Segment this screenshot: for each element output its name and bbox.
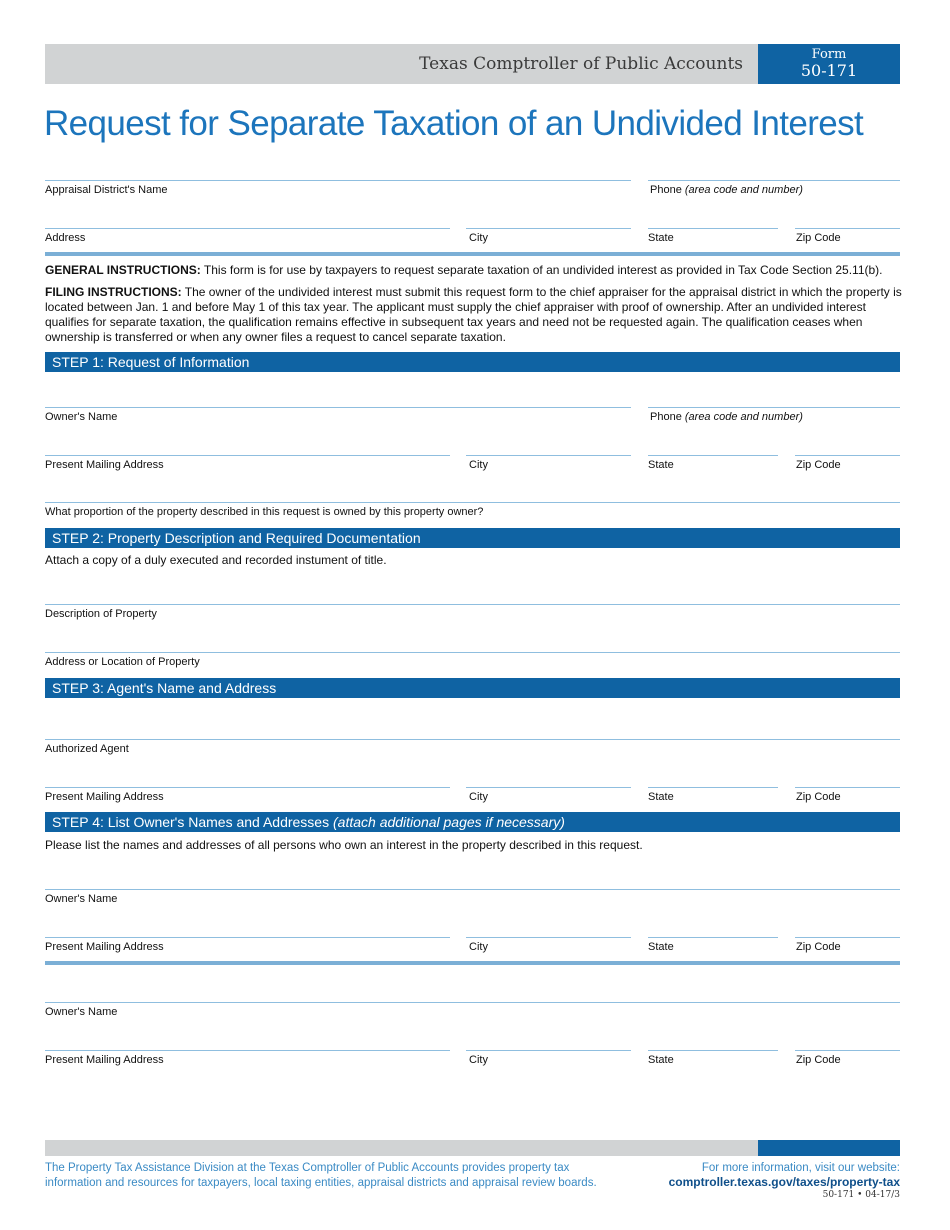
step2-intro: Attach a copy of a duly executed and recorded instument of title.	[45, 553, 387, 567]
owner2-state-input[interactable]	[648, 1050, 778, 1051]
general-instructions: GENERAL INSTRUCTIONS: This form is for use by taxpayers to request separate taxation of an undivided interest as provided in Tax Code Section 25.11(b).	[45, 263, 883, 277]
owner1-address-input[interactable]	[45, 937, 450, 938]
owner-state-input[interactable]	[648, 455, 778, 456]
agent-zip-input[interactable]	[795, 787, 900, 788]
owner2-state-label: State	[648, 1054, 674, 1066]
step4-intro: Please list the names and addresses of all persons who own an interest in the property described in this request.	[45, 838, 643, 852]
district-phone-input[interactable]	[648, 180, 900, 181]
owner1-name-label: Owner's Name	[45, 893, 118, 905]
owner1-city-label: City	[469, 941, 488, 953]
footer-bar	[45, 1140, 758, 1156]
district-zip-label: Zip Code	[796, 232, 841, 244]
agent-city-input[interactable]	[466, 787, 631, 788]
page-title: Request for Separate Taxation of an Undivided Interest	[44, 104, 864, 143]
owner-name-input[interactable]	[45, 407, 631, 408]
owner2-name-input[interactable]	[45, 1002, 900, 1003]
agent-address-input[interactable]	[45, 787, 450, 788]
owner-address-label: Present Mailing Address	[45, 459, 164, 471]
section-divider	[45, 252, 900, 256]
form-number: 50-171	[800, 61, 858, 80]
district-zip-input[interactable]	[795, 228, 900, 229]
owner2-zip-input[interactable]	[795, 1050, 900, 1051]
agent-city-label: City	[469, 791, 488, 803]
step3-heading: STEP 3: Agent's Name and Address	[45, 678, 900, 698]
form-number-box	[758, 44, 900, 84]
district-name-label: Appraisal District's Name	[45, 184, 168, 196]
step4-heading: STEP 4: List Owner's Names and Addresses (attach additional pages if necessary)	[45, 812, 900, 832]
agent-name-input[interactable]	[45, 739, 900, 740]
owner-phone-input[interactable]	[648, 407, 900, 408]
footer-form-code: 50-171 • 04-17/3	[822, 1190, 900, 1200]
footer-website-link[interactable]: comptroller.texas.gov/taxes/property-tax	[668, 1175, 900, 1189]
owner1-zip-label: Zip Code	[796, 941, 841, 953]
owner2-city-label: City	[469, 1054, 488, 1066]
agent-address-label: Present Mailing Address	[45, 791, 164, 803]
owner-city-input[interactable]	[466, 455, 631, 456]
owner-divider	[45, 961, 900, 965]
filing-instructions: FILING INSTRUCTIONS: The owner of the undivided interest must submit this request form to the chief appraiser for the appraisal district in which the property is located between Jan. 1 and before May 1 of this tax year. The applicant must supply the chief appraiser with proof of ownership. After an undivided interest qualifies for separate taxation, the qualification remains effective in subsequent tax years and need not be requested again. The qualification ceases when ownership is transferred or when any owner files a request to cancel separate taxation.	[45, 285, 902, 344]
owner2-address-input[interactable]	[45, 1050, 450, 1051]
district-address-label: Address	[45, 232, 86, 244]
owner-address-input[interactable]	[45, 455, 450, 456]
district-state-label: State	[648, 232, 674, 244]
owner2-address-label: Present Mailing Address	[45, 1054, 164, 1066]
owner-zip-label: Zip Code	[796, 459, 841, 471]
agency-name: Texas Comptroller of Public Accounts	[419, 54, 743, 74]
district-city-label: City	[469, 232, 488, 244]
footer-bar-accent	[758, 1140, 900, 1156]
owner-zip-input[interactable]	[795, 455, 900, 456]
proportion-question: What proportion of the property described in this request is owned by this property owner?	[45, 506, 484, 518]
proportion-input[interactable]	[45, 502, 900, 503]
owner2-zip-label: Zip Code	[796, 1054, 841, 1066]
property-location-label: Address or Location of Property	[45, 656, 200, 668]
district-phone-label: Phone (area code and number)	[650, 184, 803, 196]
owner1-name-input[interactable]	[45, 889, 900, 890]
district-state-input[interactable]	[648, 228, 778, 229]
property-description-input[interactable]	[45, 604, 900, 605]
owner-phone-label: Phone (area code and number)	[650, 411, 803, 423]
step2-heading: STEP 2: Property Description and Required Documentation	[45, 528, 900, 548]
agent-state-input[interactable]	[648, 787, 778, 788]
owner1-zip-input[interactable]	[795, 937, 900, 938]
footer-description: The Property Tax Assistance Division at the Texas Comptroller of Public Accounts provides property tax information and resources for taxpayers, local taxing entities, appraisal districts and appraisal review boards.	[45, 1162, 597, 1189]
owner-state-label: State	[648, 459, 674, 471]
agent-name-label: Authorized Agent	[45, 743, 129, 755]
owner2-city-input[interactable]	[466, 1050, 631, 1051]
owner1-city-input[interactable]	[466, 937, 631, 938]
form-label: Form	[811, 47, 847, 62]
agent-state-label: State	[648, 791, 674, 803]
owner1-address-label: Present Mailing Address	[45, 941, 164, 953]
owner-city-label: City	[469, 459, 488, 471]
district-city-input[interactable]	[466, 228, 631, 229]
step1-heading: STEP 1: Request of Information	[45, 352, 900, 372]
agent-zip-label: Zip Code	[796, 791, 841, 803]
property-location-input[interactable]	[45, 652, 900, 653]
owner2-name-label: Owner's Name	[45, 1006, 118, 1018]
district-name-input[interactable]	[45, 180, 631, 181]
district-address-input[interactable]	[45, 228, 450, 229]
property-description-label: Description of Property	[45, 608, 157, 620]
owner1-state-input[interactable]	[648, 937, 778, 938]
owner-name-label: Owner's Name	[45, 411, 118, 423]
footer-more-info: For more information, visit our website:	[701, 1162, 900, 1174]
owner1-state-label: State	[648, 941, 674, 953]
